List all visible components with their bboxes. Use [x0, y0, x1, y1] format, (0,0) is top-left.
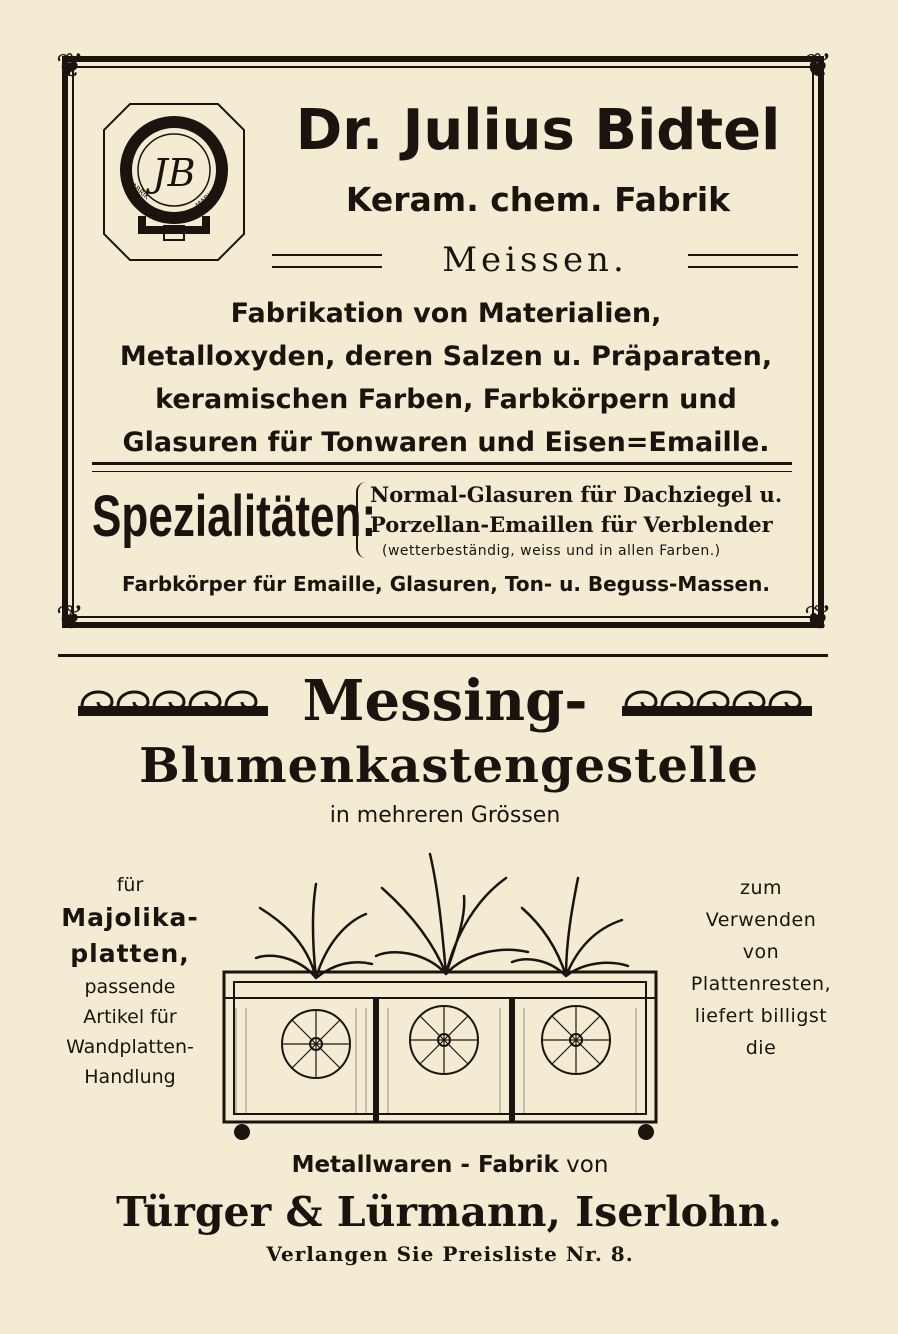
- right-line: Plattenresten,: [690, 973, 832, 995]
- specialty-item: Porzellan-Emaillen für Verblender: [370, 512, 773, 537]
- left-line-emphasis: Majolika-: [61, 903, 199, 932]
- left-line: Wandplatten-: [66, 1036, 194, 1058]
- maker-type: Metallwaren - Fabrik: [291, 1152, 559, 1178]
- logo-ring-left: FABRIK: [126, 179, 151, 202]
- left-column-text: [50, 870, 210, 1092]
- monogram-trademark-icon: [100, 100, 248, 264]
- product-description: [86, 292, 806, 464]
- left-line: Artikel für: [83, 1006, 177, 1028]
- scroll-ornament-icon: [622, 682, 812, 718]
- left-line: für: [116, 874, 144, 896]
- specialty-item: Normal-Glasuren für Dachziegel u.: [370, 482, 783, 507]
- right-line: liefert billigst: [694, 1005, 828, 1027]
- company-subtitle: Keram. chem. Fabrik: [345, 180, 731, 219]
- ad-separator: [58, 654, 828, 657]
- city-name: Meissen.: [442, 240, 628, 280]
- logo-monogram: JB: [152, 151, 196, 195]
- colorants-line: Farbkörper für Emaille, Glasuren, Ton- u. Beguss-Massen.: [122, 572, 770, 596]
- right-line: Verwenden: [705, 909, 817, 931]
- left-line: passende: [84, 976, 176, 998]
- right-line: von: [742, 941, 780, 963]
- price-list-note: Verlangen Sie Preisliste Nr. 8.: [266, 1242, 634, 1266]
- left-line-emphasis: platten,: [70, 939, 190, 968]
- logo-ring-right: MARKE: [194, 187, 219, 210]
- scroll-ornament-icon: [78, 682, 268, 718]
- specialty-note: (wetterbeständig, weiss und in allen Farben.): [382, 543, 721, 559]
- description-line: keramischen Farben, Farbkörpern und: [155, 384, 737, 415]
- company-title: Dr. Julius Bidtel: [295, 98, 781, 163]
- maker-suffix: von: [558, 1152, 609, 1178]
- right-line: zum: [739, 877, 783, 899]
- description-line: Glasuren für Tonwaren und Eisen=Emaille.: [122, 427, 770, 458]
- headline-product: Blumenkastengestelle: [139, 738, 759, 794]
- specialties-list: [370, 480, 800, 562]
- section-divider: [92, 462, 792, 472]
- frame-corner-ornament-icon: ❦: [803, 46, 833, 86]
- description-line: Fabrikation von Materialien,: [230, 298, 662, 329]
- frame-corner-ornament-icon: ❦: [55, 598, 85, 638]
- specialties-label: Spezialitäten:: [92, 484, 377, 549]
- sizes-note: in mehreren Grössen: [329, 803, 561, 828]
- maker-line: [190, 1148, 710, 1182]
- right-line: die: [745, 1037, 777, 1059]
- headline-messing: Messing-: [302, 668, 588, 734]
- company-name: Türger & Lürmann, Iserlohn.: [116, 1188, 782, 1236]
- city-line: [270, 236, 800, 284]
- description-line: Metalloxyden, deren Salzen u. Präparaten,: [119, 341, 773, 372]
- flower-box-stand-icon: [216, 848, 668, 1144]
- decorative-rule: [688, 254, 798, 268]
- right-column-text: [676, 872, 846, 1064]
- left-line: Handlung: [84, 1066, 176, 1088]
- frame-corner-ornament-icon: ❦: [803, 598, 833, 638]
- frame-corner-ornament-icon: ❦: [55, 46, 85, 86]
